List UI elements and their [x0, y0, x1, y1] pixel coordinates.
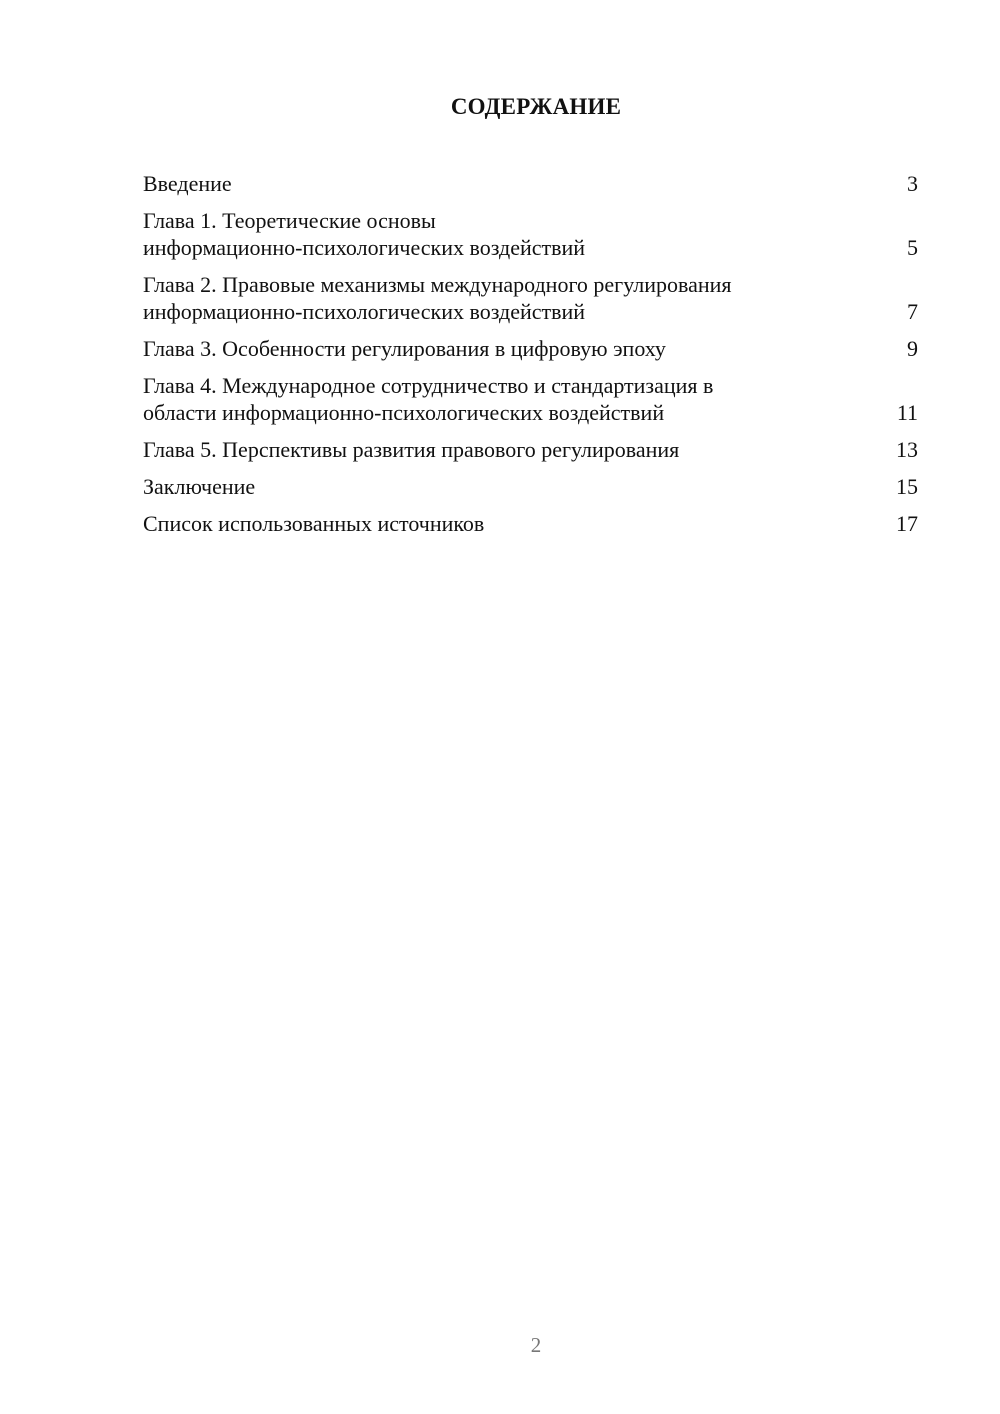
- toc-entry-title: [143, 170, 888, 197]
- toc-entry-line: Глава 3. Особенности регулирования в цифровую эпоху: [143, 336, 666, 361]
- toc-entry-line: Глава 1. Теоретические основы: [143, 208, 436, 233]
- toc-entry-chapter-1: [143, 207, 918, 261]
- toc-entry-line: Глава 2. Правовые механизмы международного регулирования: [143, 272, 732, 297]
- table-of-contents: [143, 170, 918, 547]
- toc-entry-line: Список использованных источников: [143, 511, 485, 536]
- page-number: 2: [530, 1333, 542, 1357]
- toc-entry-introduction: [143, 170, 918, 197]
- toc-entry-line: Заключение: [143, 474, 256, 499]
- page-title: СОДЕРЖАНИЕ: [450, 94, 622, 119]
- toc-entry-page-number: 13: [896, 437, 918, 462]
- toc-entry-line: области информационно-психологических воздействий: [143, 400, 665, 425]
- toc-entry-line: информационно-психологических воздействий: [143, 299, 586, 324]
- toc-entry-line: Глава 4. Международное сотрудничество и стандартизация в: [143, 373, 714, 398]
- toc-entry-page-number: 15: [896, 474, 918, 499]
- toc-entry-page-number: 7: [907, 299, 918, 324]
- toc-entry-chapter-4: [143, 372, 918, 426]
- toc-entry-title: [143, 335, 888, 362]
- toc-entry-title: [143, 207, 888, 261]
- toc-entry-line: информационно-психологических воздействий: [143, 235, 586, 260]
- toc-entry-page-number: 11: [896, 400, 918, 425]
- toc-entry-chapter-3: [143, 335, 918, 362]
- toc-entry-chapter-2: [143, 271, 918, 325]
- toc-entry-title: [143, 473, 888, 500]
- toc-entry-title: [143, 372, 888, 426]
- toc-entry-title: [143, 271, 888, 325]
- toc-entry-page-number: 17: [896, 511, 918, 536]
- toc-entry-line: Введение: [143, 171, 232, 196]
- toc-entry-title: [143, 436, 888, 463]
- toc-entry-page-number: 3: [907, 171, 918, 196]
- toc-entry-line: Глава 5. Перспективы развития правового регулирования: [143, 437, 680, 462]
- toc-entry-chapter-5: [143, 436, 918, 463]
- toc-entry-conclusion: [143, 473, 918, 500]
- toc-entry-page-number: 5: [907, 235, 918, 260]
- toc-entry-page-number: 9: [907, 336, 918, 361]
- toc-entry-references: [143, 510, 918, 537]
- toc-entry-title: [143, 510, 888, 537]
